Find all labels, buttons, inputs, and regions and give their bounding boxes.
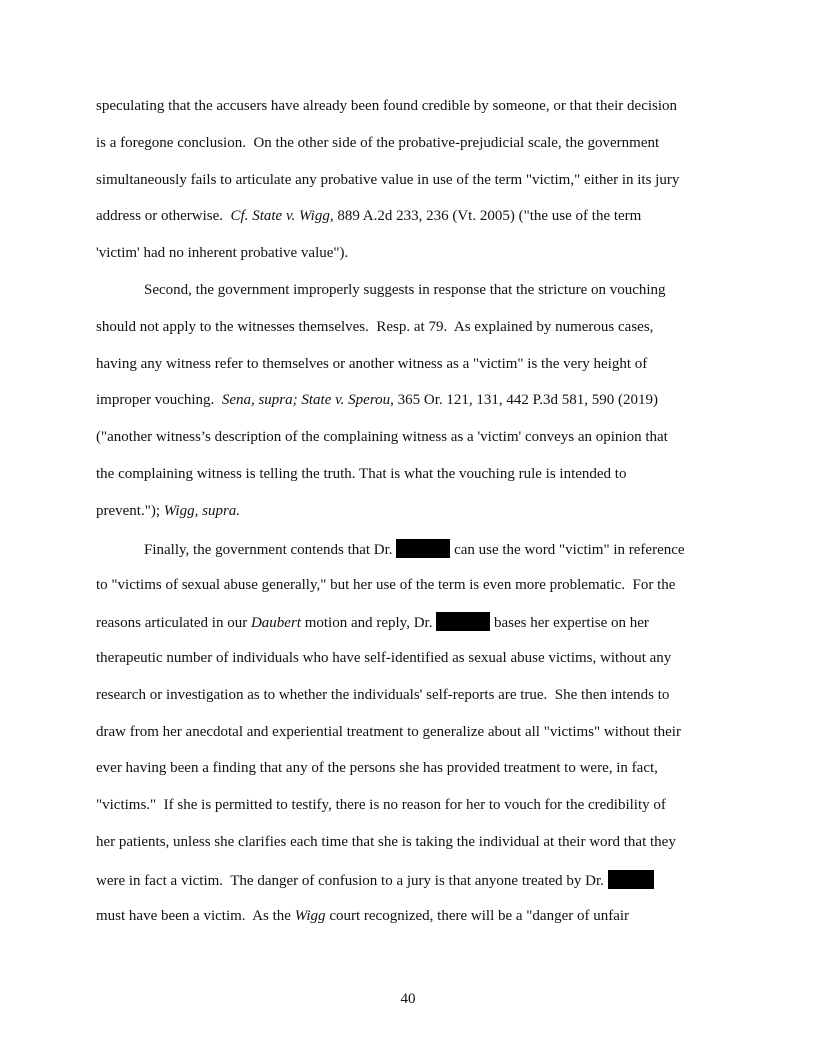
text-line: simultaneously fails to articulate any probative value in use of the term "victim," either in its jury [96,172,680,188]
case-citation: Daubert [250,615,301,631]
text-run: reasons articulated in our [96,615,251,631]
text-line [144,539,685,559]
text-line [96,612,649,632]
text-line: Second, the government improperly suggests in response that the stricture on vouching [144,282,666,298]
text-run: improper vouching. [96,392,222,408]
text-line: having any witness refer to themselves or another witness as a "victim" is the very height of [96,356,648,372]
text-line: therapeutic number of individuals who have self-identified as sexual abuse victims, without any [96,650,672,666]
text-run: bases her expertise on her [490,615,649,631]
redaction-block [396,539,450,558]
case-citation: Wigg [294,908,326,924]
text-run: , 889 A.2d 233, 236 (Vt. 2005) ("the use of the term [329,208,642,224]
text-line [96,207,641,225]
text-line: to "victims of sexual abuse generally," but her use of the term is even more problematic. For the [96,577,676,593]
case-citation: Cf. State v. Wigg [230,208,330,224]
redaction-block [436,612,490,631]
text-line: ever having been a finding that any of the persons she has provided treatment to were, in fact, [96,760,658,776]
text-line [96,870,654,890]
text-line: ("another witness’s description of the complaining witness as a 'victim' conveys an opinion that [96,429,668,445]
text-line [96,907,629,925]
text-run: , 365 Or. 121, 131, 442 P.3d 581, 590 (2019) [390,392,659,408]
text-run: were in fact a victim. The danger of confusion to a jury is that anyone treated by Dr. [96,873,608,889]
text-run: must have been a victim. As the [96,908,295,924]
text-line: the complaining witness is telling the truth. That is what the vouching rule is intended to [96,466,627,482]
text-run: motion and reply, Dr. [300,615,437,631]
text-line: draw from her anecdotal and experiential treatment to generalize about all "victims" without their [96,724,681,740]
text-line: 'victim' had no inherent probative value"). [96,245,349,261]
text-line: speculating that the accusers have already been found credible by someone, or that their decision [96,98,678,114]
text-line: research or investigation as to whether the individuals' self-reports are true. She then intends to [96,687,670,703]
redaction-block [608,870,654,889]
page-number: 40 [400,991,416,1007]
text-line [96,391,658,409]
case-citation: Wigg, supra. [163,503,241,519]
text-run: can use the word "victim" in reference [450,542,685,558]
text-run: address or otherwise. [96,208,231,224]
text-line: should not apply to the witnesses themselves. Resp. at 79. As explained by numerous cases, [96,319,654,335]
text-line [96,502,240,520]
text-run: court recognized, there will be a "danger of unfair [325,908,630,924]
text-line: her patients, unless she clarifies each time that she is taking the individual at their word that they [96,834,676,850]
case-citation: Sena, supra; State v. Sperou [221,392,391,408]
text-run: Finally, the government contends that Dr. [144,542,397,558]
text-line: "victims." If she is permitted to testify, there is no reason for her to vouch for the credibility of [96,797,666,813]
text-run: prevent."); [96,503,164,519]
text-line: is a foregone conclusion. On the other side of the probative-prejudicial scale, the government [96,135,660,151]
